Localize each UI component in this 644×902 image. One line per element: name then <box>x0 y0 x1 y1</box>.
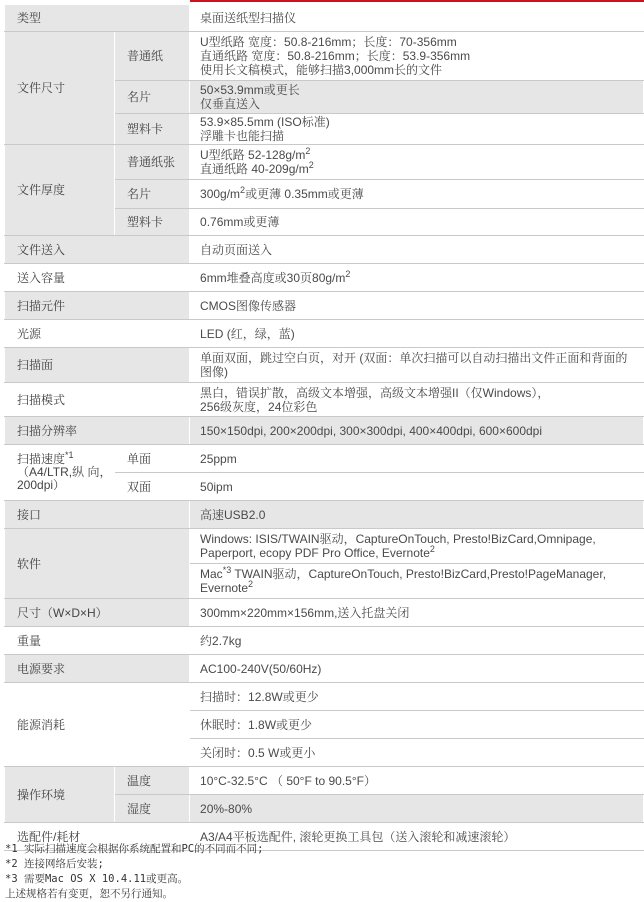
row-speed-simplex <box>5 445 644 473</box>
label-doc-thick: 文件厚度 <box>5 145 115 236</box>
value-env-humidity: 20%-80% <box>190 795 644 823</box>
value-light: LED (红，绿，蓝) <box>190 320 644 348</box>
value-consumption-off: 关闭时：0.5 W或更小 <box>190 739 644 767</box>
label-side: 扫描面 <box>5 348 190 383</box>
row-interface <box>5 501 644 529</box>
label-consumption: 能源消耗 <box>5 683 190 767</box>
value-type: 桌面送纸型扫描仪 <box>190 5 644 32</box>
value-resolution: 150×150dpi, 200×200dpi, 300×300dpi, 400×400dpi, 600×600dpi <box>190 417 644 445</box>
label-dimensions: 尺寸（W×D×H） <box>5 599 190 627</box>
row-doc-thick-plain <box>5 145 644 180</box>
row-capacity <box>5 264 644 292</box>
label-type: 类型 <box>5 5 190 32</box>
footnotes <box>5 842 641 902</box>
value-doc-size-card: 50×53.9mm或更长 仅垂直送入 <box>190 81 644 114</box>
label-speed-duplex: 双面 <box>115 473 190 501</box>
label-resolution: 扫描分辨率 <box>5 417 190 445</box>
value-capacity: 6mm堆叠高度或30页$80g/m^2$ <box>190 264 644 292</box>
row-element <box>5 292 644 320</box>
label-interface: 接口 <box>5 501 190 529</box>
value-doc-size-plain: U型纸路 宽度：50.8-216mm；长度：70-356mm 直通纸路 宽度：50.8-216mm；长度：53.9-356mm 使用长文稿模式，能够扫描3,000mm长的文件 <box>190 32 644 81</box>
value-element: CMOS图像传感器 <box>190 292 644 320</box>
value-feed: 自动页面送入 <box>190 236 644 264</box>
label-doc-thick-card: 名片 <box>115 180 190 209</box>
label-speed-simplex: 单面 <box>115 445 190 473</box>
row-feed <box>5 236 644 264</box>
row-mode <box>5 383 644 417</box>
value-consumption-sleep: 休眠时：1.8W或更少 <box>190 711 644 739</box>
footnote-3: *3 需要Mac OS X 10.4.11或更高。 <box>5 873 189 885</box>
label-env-humidity: 湿度 <box>115 795 190 823</box>
label-doc-size-plastic: 塑料卡 <box>115 114 190 145</box>
accent-line <box>190 0 644 2</box>
label-light: 光源 <box>5 320 190 348</box>
label-capacity: 送入容量 <box>5 264 190 292</box>
row-dimensions <box>5 599 644 627</box>
row-software-win <box>5 529 644 564</box>
row-light <box>5 320 644 348</box>
label-software: 软件 <box>5 529 190 599</box>
value-software-win: Windows: ISIS/TWAIN驱动，CaptureOnTouch, Presto!BizCard,Omnipage, Paperport, ecopy PDF Pro Office, Evernote$^2$ <box>190 529 644 564</box>
label-doc-thick-plastic: 塑料卡 <box>115 209 190 236</box>
footnote-2: *2 连接网络后安装; <box>5 858 104 870</box>
spec-table <box>4 4 644 851</box>
row-side <box>5 348 644 383</box>
value-doc-thick-card: $300g/m^2$或更薄 0.35mm或更薄 <box>190 180 644 209</box>
row-resolution <box>5 417 644 445</box>
label-options: 选配件/耗材 <box>5 823 190 851</box>
value-consumption-scan: 扫描时：12.8W或更少 <box>190 683 644 711</box>
value-speed-simplex: 25ppm <box>190 445 644 473</box>
label-environment: 操作环境 <box>5 767 115 823</box>
label-doc-size-card: 名片 <box>115 81 190 114</box>
value-power: AC100-240V(50/60Hz) <box>190 655 644 683</box>
value-interface: 高速USB2.0 <box>190 501 644 529</box>
label-doc-size: 文件尺寸 <box>5 32 115 145</box>
value-software-mac: Mac$^{*3}$ TWAIN驱动，CaptureOnTouch, Presto!BizCard,Presto!PageManager, Evernote$^2$ <box>190 564 644 599</box>
value-weight: 约2.7kg <box>190 627 644 655</box>
value-options: A3/A4平板选配件, 滚轮更换工具包（送入滚轮和减速滚轮） <box>190 823 644 851</box>
label-env-temp: 温度 <box>115 767 190 795</box>
label-doc-size-plain: 普通纸 <box>115 32 190 81</box>
footnote-1: *1 实际扫描速度会根据你系统配置和PC的不同而不同; <box>5 843 264 855</box>
row-env-temp <box>5 767 644 795</box>
value-doc-thick-plastic: 0.76mm或更薄 <box>190 209 644 236</box>
value-side: 单面双面，跳过空白页，对开 (双面：单次扫描可以自动扫描出文件正面和背面的 图像) <box>190 348 644 383</box>
row-doc-size-plain <box>5 32 644 81</box>
footnote-disclaimer: 上述规格若有变更，恕不另行通知。 <box>5 888 173 900</box>
label-weight: 重量 <box>5 627 190 655</box>
value-doc-thick-plain: U型纸路 $52-128g/m^2$ 直通纸路 $40-209g/m^2$ <box>190 145 644 180</box>
label-speed: 扫描速度$^{*1}$ （A4/LTR,纵 向，200dpi） <box>5 445 115 501</box>
label-mode: 扫描模式 <box>5 383 190 417</box>
label-power: 电源要求 <box>5 655 190 683</box>
label-element: 扫描元件 <box>5 292 190 320</box>
row-type <box>5 5 644 32</box>
value-dimensions: 300mm×220mm×156mm,送入托盘关闭 <box>190 599 644 627</box>
label-doc-thick-plain: 普通纸张 <box>115 145 190 180</box>
value-doc-size-plastic: 53.9×85.5mm (ISO标准) 浮雕卡也能扫描 <box>190 114 644 145</box>
row-power <box>5 655 644 683</box>
row-consumption-scan <box>5 683 644 711</box>
row-weight <box>5 627 644 655</box>
value-mode: 黑白，错误扩散，高级文本增强，高级文本增强II（仅Windows）， 256级灰度，24位彩色 <box>190 383 644 417</box>
value-env-temp: 10°C-32.5°C （ 50°F to 90.5°F） <box>190 767 644 795</box>
value-speed-duplex: 50ipm <box>190 473 644 501</box>
label-feed: 文件送入 <box>5 236 190 264</box>
